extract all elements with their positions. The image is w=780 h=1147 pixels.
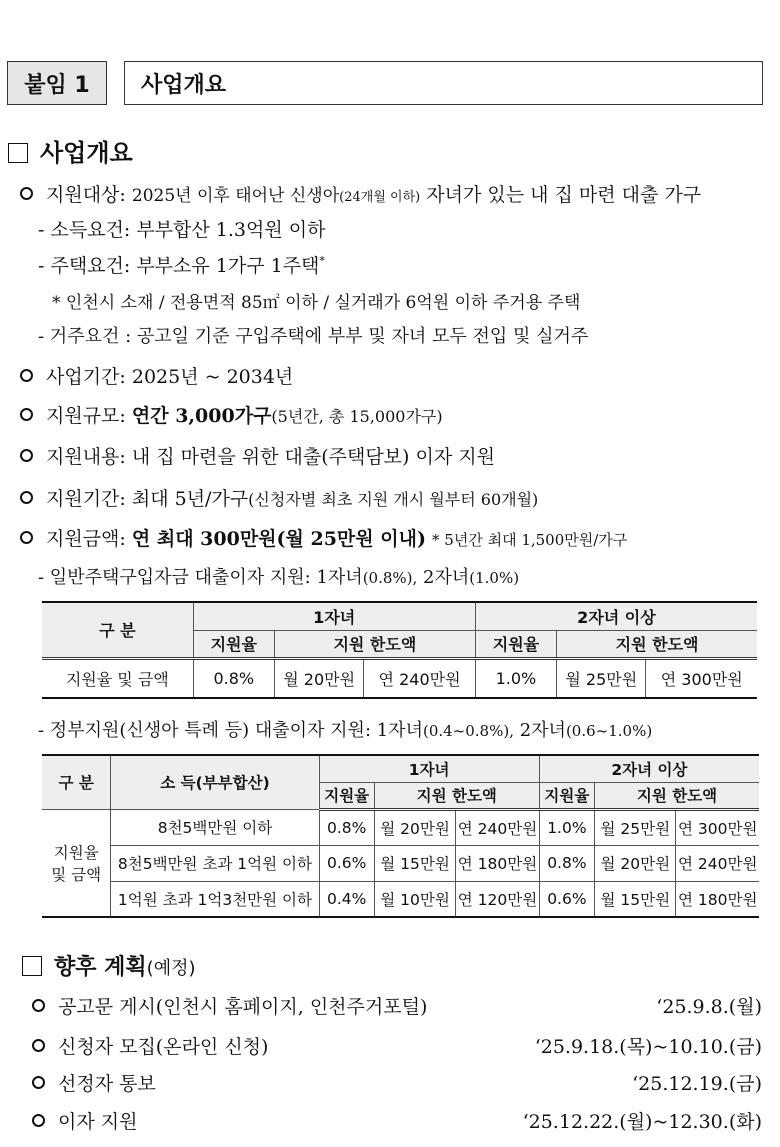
table-cell: 월 25만원: [557, 658, 646, 698]
table-header-child2: 2자녀 이상: [475, 602, 757, 630]
plan-item-date: ‘25.9.18.(목)~10.10.(금): [534, 1036, 762, 1058]
table-cell: 연 120만원: [456, 881, 539, 917]
section-heading-text: 향후 계획: [54, 955, 147, 980]
scale-note: (5년간, 총 15,000가구): [271, 407, 443, 426]
table-cell: 월 25만원: [595, 809, 676, 845]
housing-requirement: [38, 251, 325, 278]
target-label: 지원대상:: [46, 184, 126, 206]
housing-note: * 인천시 소재 / 전용면적 85㎡ 이하 / 실거래가 6억원 이하 주거용 주택: [52, 293, 581, 313]
general-loan-table: [42, 601, 757, 699]
table-cell: 연 240만원: [456, 809, 539, 845]
table-cell: 월 20만원: [374, 809, 455, 845]
table-cell: 월 20만원: [274, 658, 363, 698]
income-requirement: - 소득요건: 부부합산 1.3억원 이하: [38, 219, 326, 241]
content-line: [20, 442, 495, 469]
period-line: [20, 362, 293, 389]
plan-item: [32, 1069, 156, 1096]
table-cell-income: 8천5백만원 초과 1억원 이하: [111, 845, 319, 881]
table-cell: 1.0%: [539, 809, 594, 845]
circle-bullet-icon: [32, 1039, 45, 1052]
table-cell: 연 240만원: [676, 845, 759, 881]
row-label-line-1: 지원율: [53, 843, 99, 862]
plan-item-date: ‘25.12.19.(금): [632, 1073, 762, 1095]
table-header-rate: 지원율: [475, 630, 556, 658]
table-header-limit: 지원 한도액: [274, 630, 475, 658]
scale-line: [20, 401, 443, 428]
table-row-label: [42, 809, 111, 917]
table-cell: 연 180만원: [456, 845, 539, 881]
table-cell: 0.6%: [539, 881, 594, 917]
target-text: 2025년 이후 태어난 신생아: [131, 186, 340, 206]
content-text: 지원내용: 내 집 마련을 위한 대출(주택담보) 이자 지원: [46, 446, 495, 468]
plan-item-date: ‘25.12.22.(월)~12.30.(화): [522, 1111, 762, 1133]
general-loan-text: - 일반주택구입자금 대출이자 지원: 1자녀: [38, 567, 363, 588]
general-rate-1: (0.8%),: [362, 569, 418, 587]
general-loan-line: [38, 563, 519, 589]
plan-item: [32, 992, 427, 1019]
plan-item-label: 신청자 모집(온라인 신청): [58, 1036, 269, 1058]
table-header-rate: 지원율: [193, 630, 274, 658]
circle-bullet-icon: [20, 449, 33, 462]
gov-loan-table: [42, 754, 759, 918]
table-cell-income: 8천5백만원 이하: [111, 809, 319, 845]
plan-item-label: 이자 지원: [58, 1111, 138, 1133]
amount-label: 지원금액:: [46, 528, 126, 550]
table-cell: 0.8%: [319, 809, 374, 845]
table-header-child1: 1자녀: [193, 602, 475, 630]
circle-bullet-icon: [20, 187, 33, 200]
table-cell: 1.0%: [475, 658, 556, 698]
attachment-tag-label: 붙임 1: [24, 72, 90, 98]
gov-rate-2: (0.6~1.0%): [565, 722, 653, 740]
target-text-end: 자녀가 있는 내 집 마련 대출 가구: [426, 184, 702, 206]
section-heading-plan: [22, 950, 196, 981]
general-rate-2: (1.0%): [469, 569, 520, 587]
circle-bullet-icon: [32, 999, 45, 1012]
gov-loan-line: [38, 716, 652, 742]
target-note: (24개월 이하): [339, 190, 421, 205]
table-cell: 월 10만원: [374, 881, 455, 917]
table-cell: 0.6%: [319, 845, 374, 881]
table-header-limit: 지원 한도액: [595, 782, 759, 809]
square-bullet-icon: [22, 956, 42, 976]
row-label-line-2: 및 금액: [51, 865, 102, 884]
plan-item: [32, 1107, 137, 1134]
circle-bullet-icon: [20, 408, 33, 421]
duration-note: (신청자별 최초 지원 개시 월부터 60개월): [248, 490, 539, 509]
housing-requirement-text: - 주택요건: 부부소유 1가구 1주택: [38, 255, 320, 277]
target-line: [20, 180, 701, 207]
footnote-mark: *: [319, 254, 325, 268]
table-cell: 연 300만원: [676, 809, 759, 845]
amount-line: [20, 524, 627, 551]
table-header-child1: 1자녀: [319, 755, 539, 782]
general-loan-mid: 2자녀: [417, 567, 470, 588]
period-text: 사업기간: 2025년 ~ 2034년: [46, 366, 294, 388]
table-header-child2: 2자녀 이상: [539, 755, 759, 782]
section-heading-text: 사업개요: [40, 139, 133, 167]
table-row-label: 지원율 및 금액: [42, 658, 193, 698]
circle-bullet-icon: [20, 491, 33, 504]
table-cell: 0.4%: [319, 881, 374, 917]
table-cell: 연 300만원: [646, 658, 757, 698]
square-bullet-icon: [8, 143, 28, 163]
table-header-limit: 지원 한도액: [374, 782, 539, 809]
residence-requirement: - 거주요건 : 공고일 기준 구입주택에 부부 및 자녀 모두 전입 및 실거주: [38, 326, 589, 347]
table-cell: 연 180만원: [676, 881, 759, 917]
table-cell: 월 15만원: [595, 881, 676, 917]
attachment-tag: [7, 61, 107, 105]
scale-label: 지원규모:: [46, 405, 126, 427]
table-header-limit: 지원 한도액: [557, 630, 757, 658]
section-heading-note: (예정): [146, 958, 196, 979]
scale-value: 연간 3,000가구: [131, 405, 272, 427]
gov-rate-1: (0.4~0.8%),: [422, 722, 514, 740]
table-cell-income: 1억원 초과 1억3천만원 이하: [111, 881, 319, 917]
plan-item-label: 공고문 게시(인천시 홈페이지, 인천주거포털): [58, 996, 428, 1018]
table-header-income: 소 득(부부합산): [111, 755, 319, 809]
plan-item-label: 선정자 통보: [58, 1073, 156, 1095]
circle-bullet-icon: [32, 1114, 45, 1127]
table-cell: 월 15만원: [374, 845, 455, 881]
table-header-category: 구 분: [42, 602, 193, 658]
circle-bullet-icon: [32, 1076, 45, 1089]
duration-text: 지원기간: 최대 5년/가구: [46, 488, 249, 510]
page-title-text: 사업개요: [141, 72, 227, 98]
gov-loan-text: - 정부지원(신생아 특례 등) 대출이자 지원: 1자녀: [38, 720, 423, 741]
page-title: [124, 61, 763, 105]
plan-item-date: ‘25.9.8.(월): [656, 996, 762, 1018]
table-cell: 월 20만원: [595, 845, 676, 881]
table-cell: 0.8%: [539, 845, 594, 881]
gov-loan-mid: 2자녀: [513, 720, 566, 741]
table-header-rate: 지원율: [539, 782, 594, 809]
table-cell: 연 240만원: [364, 658, 475, 698]
duration-line: [20, 484, 538, 511]
amount-note: * 5년간 최대 1,500만원/가구: [432, 531, 628, 549]
plan-item: [32, 1032, 268, 1059]
section-heading-overview: [8, 133, 133, 168]
table-header-rate: 지원율: [319, 782, 374, 809]
table-header-category: 구 분: [42, 755, 111, 809]
amount-value: 연 최대 300만원(월 25만원 이내): [131, 528, 426, 550]
table-cell: 0.8%: [193, 658, 274, 698]
circle-bullet-icon: [20, 531, 33, 544]
circle-bullet-icon: [20, 369, 33, 382]
